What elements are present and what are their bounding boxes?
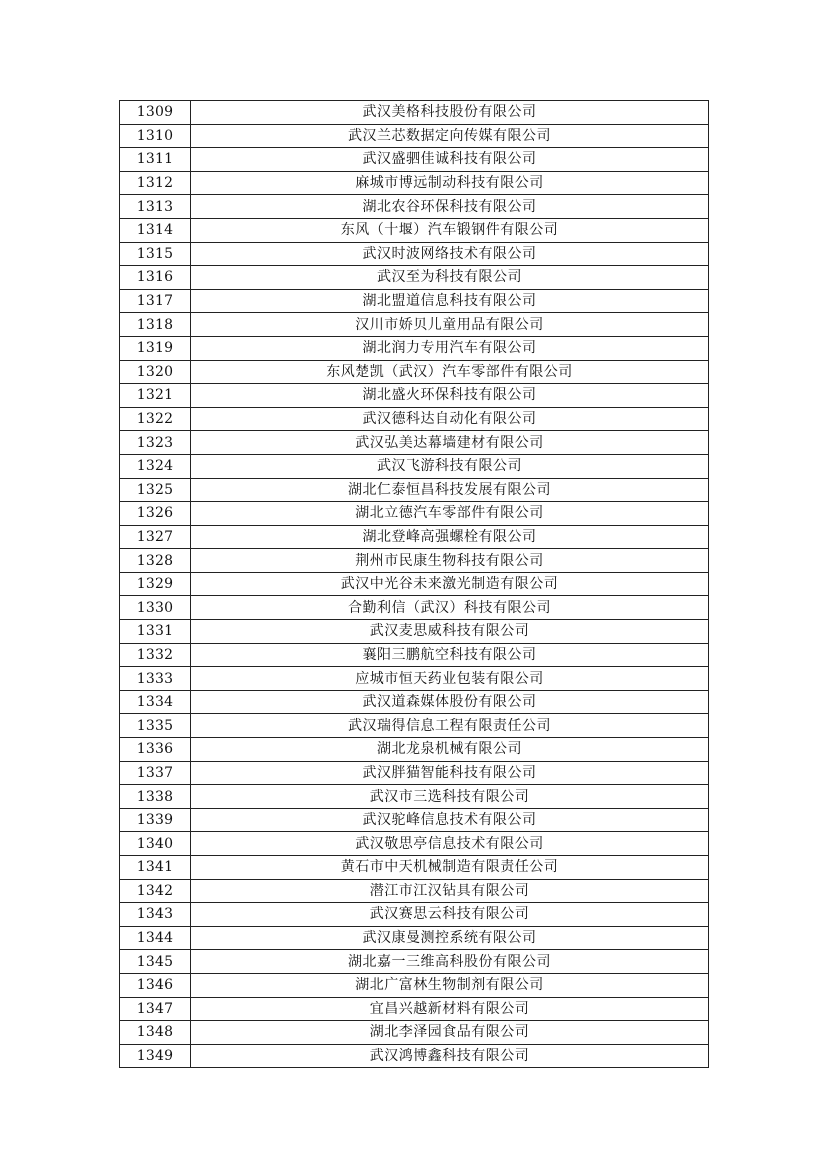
row-number: 1332 — [120, 643, 191, 667]
row-number: 1320 — [120, 360, 191, 384]
row-number: 1342 — [120, 879, 191, 903]
company-name: 武汉市三选科技有限公司 — [191, 785, 709, 809]
company-name: 湖北农谷环保科技有限公司 — [191, 195, 709, 219]
company-name: 襄阳三鹏航空科技有限公司 — [191, 643, 709, 667]
row-number: 1325 — [120, 478, 191, 502]
table-row — [120, 384, 709, 408]
table-row — [120, 808, 709, 832]
table-row — [120, 903, 709, 927]
company-name: 武汉弘美达幕墙建材有限公司 — [191, 431, 709, 455]
row-number: 1339 — [120, 808, 191, 832]
table-row — [120, 124, 709, 148]
table-row — [120, 360, 709, 384]
row-number: 1348 — [120, 1021, 191, 1045]
company-name: 武汉胖猫智能科技有限公司 — [191, 761, 709, 785]
table-row — [120, 1044, 709, 1068]
company-name: 潜江市江汉钻具有限公司 — [191, 879, 709, 903]
table-row — [120, 785, 709, 809]
company-name: 武汉时波网络技术有限公司 — [191, 242, 709, 266]
company-name: 应城市恒天药业包装有限公司 — [191, 667, 709, 691]
row-number: 1324 — [120, 454, 191, 478]
company-name: 湖北仁泰恒昌科技发展有限公司 — [191, 478, 709, 502]
table-row — [120, 502, 709, 526]
table-row — [120, 218, 709, 242]
table-row — [120, 572, 709, 596]
table-row — [120, 997, 709, 1021]
row-number: 1345 — [120, 950, 191, 974]
company-name: 武汉德科达自动化有限公司 — [191, 407, 709, 431]
row-number: 1323 — [120, 431, 191, 455]
company-name: 武汉鸿博鑫科技有限公司 — [191, 1044, 709, 1068]
row-number: 1333 — [120, 667, 191, 691]
company-name: 湖北李泽园食品有限公司 — [191, 1021, 709, 1045]
company-name: 东风楚凯（武汉）汽车零部件有限公司 — [191, 360, 709, 384]
table-row — [120, 879, 709, 903]
row-number: 1334 — [120, 690, 191, 714]
table-row — [120, 313, 709, 337]
table-row — [120, 148, 709, 172]
company-name: 武汉赛思云科技有限公司 — [191, 903, 709, 927]
table-row — [120, 266, 709, 290]
company-name: 武汉兰芯数据定向传媒有限公司 — [191, 124, 709, 148]
table-row — [120, 195, 709, 219]
row-number: 1316 — [120, 266, 191, 290]
table-row — [120, 667, 709, 691]
company-name: 湖北立德汽车零部件有限公司 — [191, 502, 709, 526]
row-number: 1311 — [120, 148, 191, 172]
company-name: 湖北盛火环保科技有限公司 — [191, 384, 709, 408]
table-row — [120, 761, 709, 785]
table-row — [120, 950, 709, 974]
company-name: 武汉至为科技有限公司 — [191, 266, 709, 290]
row-number: 1335 — [120, 714, 191, 738]
row-number: 1319 — [120, 336, 191, 360]
table-row — [120, 407, 709, 431]
row-number: 1309 — [120, 101, 191, 125]
company-name: 黄石市中天机械制造有限责任公司 — [191, 856, 709, 880]
table-row — [120, 478, 709, 502]
company-name: 宜昌兴越新材料有限公司 — [191, 997, 709, 1021]
row-number: 1318 — [120, 313, 191, 337]
table-row — [120, 596, 709, 620]
row-number: 1312 — [120, 171, 191, 195]
table-row — [120, 643, 709, 667]
table-row — [120, 289, 709, 313]
company-name: 湖北嘉一三维高科股份有限公司 — [191, 950, 709, 974]
table-row — [120, 620, 709, 644]
table-row — [120, 973, 709, 997]
table-row — [120, 101, 709, 125]
row-number: 1313 — [120, 195, 191, 219]
table-row — [120, 242, 709, 266]
table-row — [120, 856, 709, 880]
row-number: 1314 — [120, 218, 191, 242]
row-number: 1346 — [120, 973, 191, 997]
row-number: 1347 — [120, 997, 191, 1021]
row-number: 1329 — [120, 572, 191, 596]
company-name: 湖北登峰高强螺栓有限公司 — [191, 525, 709, 549]
table-row — [120, 926, 709, 950]
company-name: 湖北润力专用汽车有限公司 — [191, 336, 709, 360]
company-name: 湖北龙泉机械有限公司 — [191, 738, 709, 762]
table-row — [120, 525, 709, 549]
table-row — [120, 714, 709, 738]
row-number: 1349 — [120, 1044, 191, 1068]
table-row — [120, 690, 709, 714]
company-name: 东风（十堰）汽车锻钢件有限公司 — [191, 218, 709, 242]
company-name: 武汉盛驷佳诚科技有限公司 — [191, 148, 709, 172]
row-number: 1330 — [120, 596, 191, 620]
row-number: 1321 — [120, 384, 191, 408]
company-name: 武汉麦思威科技有限公司 — [191, 620, 709, 644]
company-name: 荆州市民康生物科技有限公司 — [191, 549, 709, 573]
row-number: 1317 — [120, 289, 191, 313]
row-number: 1326 — [120, 502, 191, 526]
company-list-table — [119, 100, 709, 1068]
row-number: 1344 — [120, 926, 191, 950]
row-number: 1341 — [120, 856, 191, 880]
row-number: 1336 — [120, 738, 191, 762]
row-number: 1322 — [120, 407, 191, 431]
company-name: 武汉瑞得信息工程有限责任公司 — [191, 714, 709, 738]
row-number: 1343 — [120, 903, 191, 927]
table-row — [120, 171, 709, 195]
table-body — [120, 101, 709, 1068]
company-name: 汉川市娇贝儿童用品有限公司 — [191, 313, 709, 337]
company-name: 湖北盟道信息科技有限公司 — [191, 289, 709, 313]
row-number: 1338 — [120, 785, 191, 809]
row-number: 1340 — [120, 832, 191, 856]
table-row — [120, 738, 709, 762]
table-row — [120, 454, 709, 478]
row-number: 1331 — [120, 620, 191, 644]
row-number: 1315 — [120, 242, 191, 266]
company-name: 武汉敬思亭信息技术有限公司 — [191, 832, 709, 856]
company-name: 合勤利信（武汉）科技有限公司 — [191, 596, 709, 620]
table-row — [120, 832, 709, 856]
company-name: 武汉康曼测控系统有限公司 — [191, 926, 709, 950]
company-name: 武汉驼峰信息技术有限公司 — [191, 808, 709, 832]
row-number: 1310 — [120, 124, 191, 148]
table-row — [120, 549, 709, 573]
table-row — [120, 431, 709, 455]
row-number: 1327 — [120, 525, 191, 549]
table-row — [120, 336, 709, 360]
company-name: 武汉飞游科技有限公司 — [191, 454, 709, 478]
row-number: 1337 — [120, 761, 191, 785]
table-row — [120, 1021, 709, 1045]
company-name: 湖北广富林生物制剂有限公司 — [191, 973, 709, 997]
company-name: 武汉中光谷未来激光制造有限公司 — [191, 572, 709, 596]
company-name: 武汉美格科技股份有限公司 — [191, 101, 709, 125]
row-number: 1328 — [120, 549, 191, 573]
company-name: 武汉道森媒体股份有限公司 — [191, 690, 709, 714]
company-name: 麻城市博远制动科技有限公司 — [191, 171, 709, 195]
